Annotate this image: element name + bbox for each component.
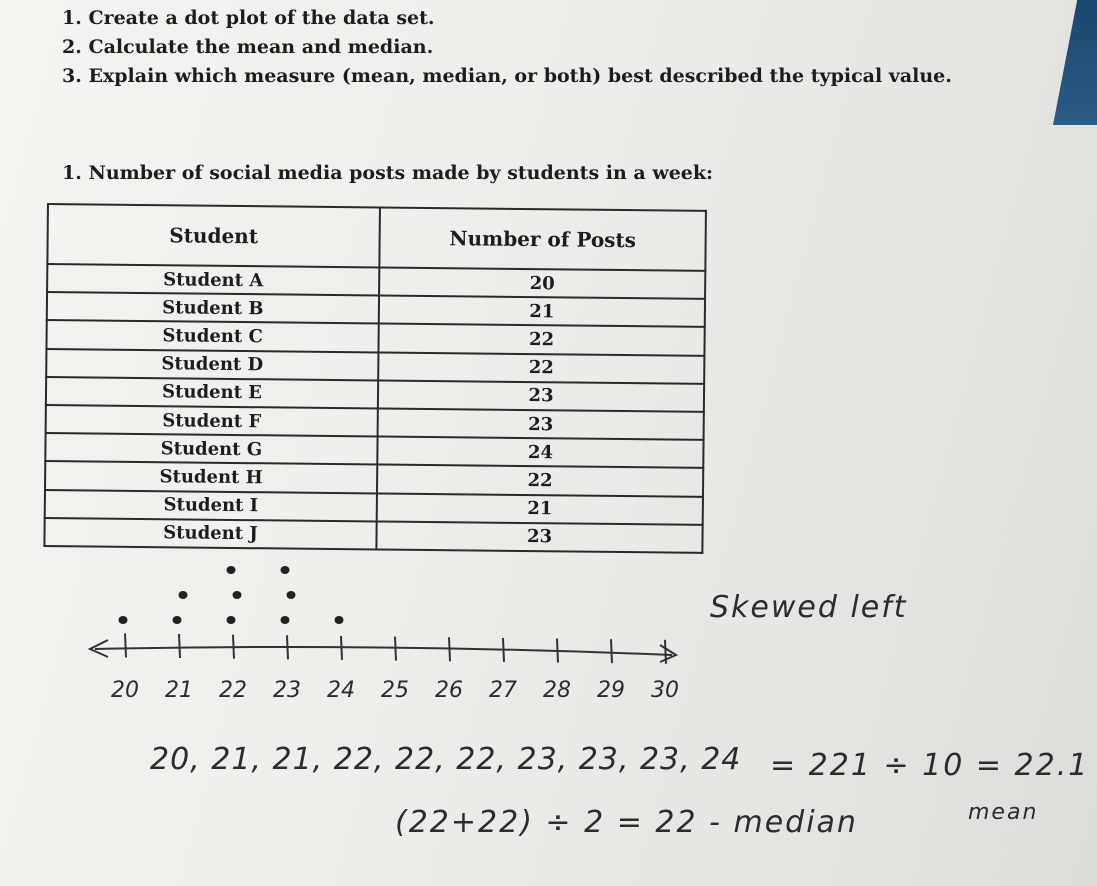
dot-plot-dot — [227, 616, 236, 624]
student-name: Student A — [47, 264, 379, 296]
tick-mark — [287, 635, 288, 659]
column-header-posts: Number of Posts — [379, 207, 706, 270]
skew-note: Skewed left — [710, 590, 908, 625]
post-count: 24 — [377, 437, 703, 469]
arrow-right-icon — [660, 645, 676, 662]
column-header-student: Student — [47, 204, 380, 267]
post-count: 20 — [379, 267, 705, 299]
tick-mark — [341, 636, 342, 660]
tick-label: 25 — [381, 678, 409, 703]
mean-calculation: = 221 ÷ 10 = 22.1 — [770, 748, 1090, 783]
post-count: 21 — [377, 493, 703, 525]
tick-label: 26 — [435, 678, 463, 703]
tick-mark — [611, 639, 612, 663]
tick-mark — [233, 635, 234, 659]
dot-plot-dot — [119, 616, 128, 624]
tick-mark — [395, 637, 396, 661]
number-line — [95, 647, 672, 655]
post-count: 21 — [379, 296, 705, 328]
tick-label: 24 — [327, 678, 355, 703]
post-count: 22 — [378, 352, 704, 384]
tick-label: 30 — [651, 678, 679, 703]
tick-label: 27 — [489, 678, 517, 703]
dot-plot-dot — [233, 591, 242, 599]
tick-label: 28 — [543, 678, 571, 703]
student-name: Student C — [46, 320, 378, 352]
student-name: Student I — [45, 489, 377, 521]
tick-label: 23 — [273, 678, 301, 703]
student-name: Student G — [45, 433, 377, 465]
dot-plot-dot — [335, 616, 344, 624]
post-count: 22 — [377, 465, 703, 497]
student-name: Student H — [45, 461, 377, 493]
student-name: Student D — [46, 349, 378, 381]
tick-mark — [557, 639, 558, 663]
student-name: Student B — [47, 292, 379, 324]
post-count: 23 — [378, 380, 704, 412]
tick-label: 22 — [219, 678, 247, 703]
post-count: 23 — [376, 521, 702, 553]
mean-label: mean — [968, 800, 1039, 825]
tick-mark — [503, 638, 504, 662]
instruction-3: 3. Explain which measure (mean, median, or both) best described the typical value. — [62, 65, 952, 87]
dot-plot-dot — [287, 591, 296, 599]
dot-plot-dot — [179, 591, 188, 599]
tick-label: 21 — [165, 678, 193, 703]
instruction-1: 1. Create a dot plot of the data set. — [62, 7, 435, 29]
tick-mark — [179, 634, 180, 658]
tick-mark — [449, 637, 450, 661]
question-title: 1. Number of social media posts made by students in a week: — [62, 162, 714, 184]
median-calculation: (22+22) ÷ 2 = 22 - median — [395, 805, 858, 840]
data-list: 20, 21, 21, 22, 22, 22, 23, 23, 23, 24 — [150, 742, 742, 777]
instruction-2: 2. Calculate the mean and median. — [62, 36, 434, 58]
dot-plot-dot — [227, 566, 236, 574]
tick-label: 20 — [111, 678, 139, 703]
student-name: Student F — [46, 405, 378, 437]
dot-plot-dot — [281, 616, 290, 624]
post-count: 22 — [378, 324, 704, 356]
tick-mark — [665, 640, 666, 664]
dot-plot-dot — [281, 566, 290, 574]
tick-mark — [125, 633, 126, 657]
tick-label: 29 — [597, 678, 625, 703]
dot-plot-dot — [173, 616, 182, 624]
post-count: 23 — [378, 408, 704, 440]
student-name: Student J — [44, 518, 376, 550]
student-name: Student E — [46, 377, 378, 409]
